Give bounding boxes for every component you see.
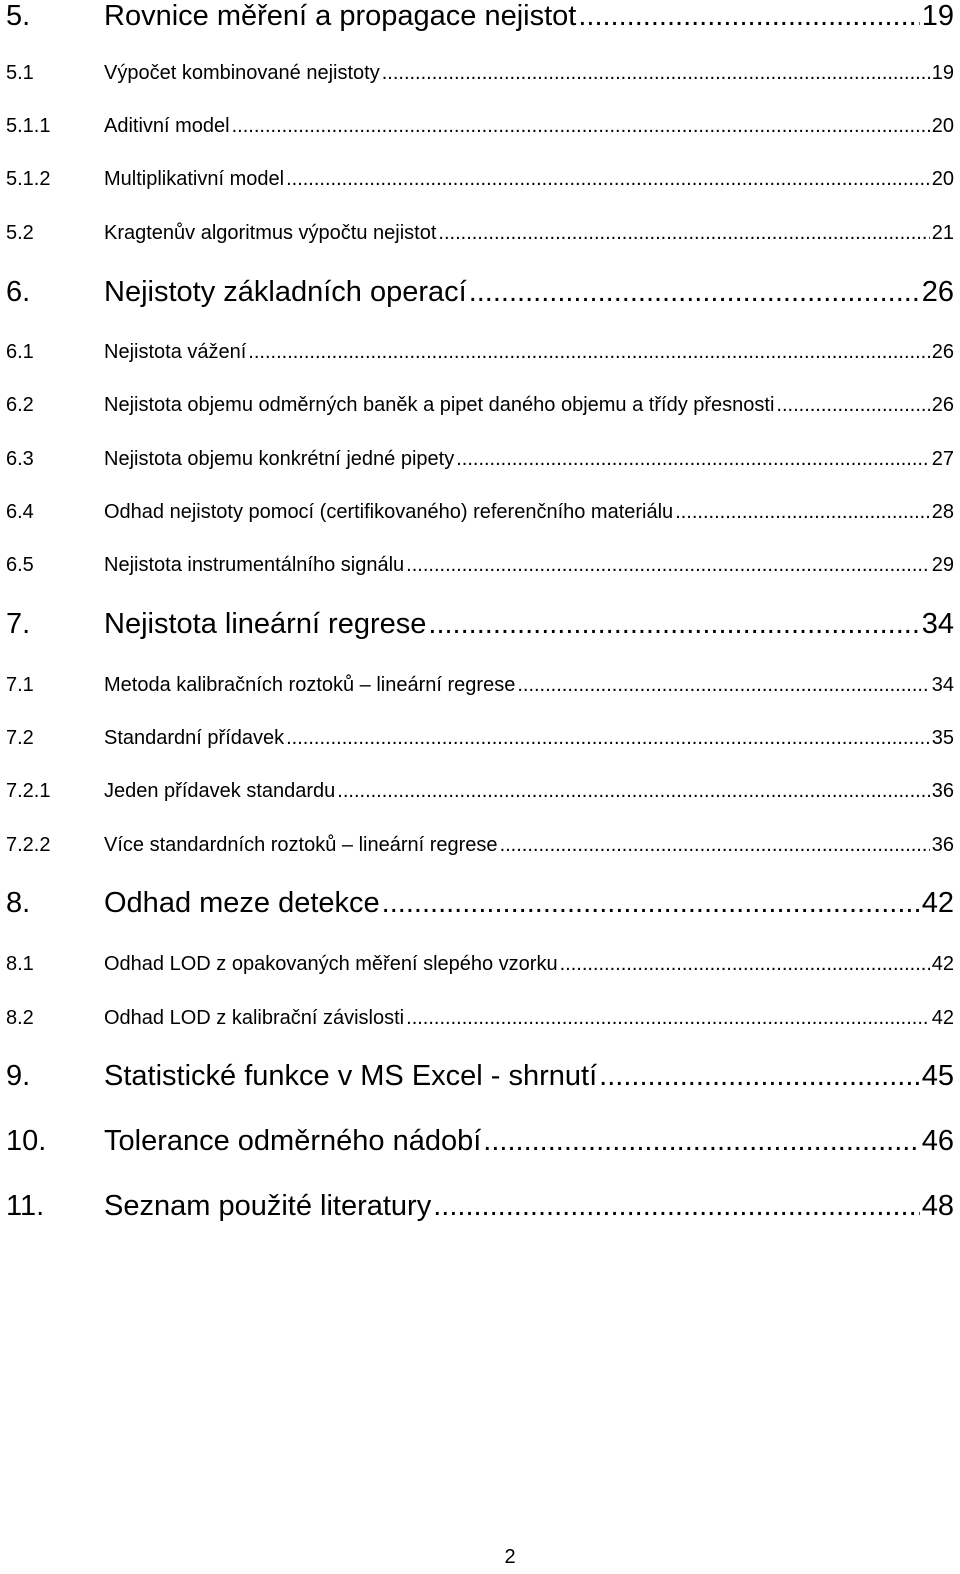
dot-leader <box>286 727 930 750</box>
toc-entry-page: 45 <box>921 1060 954 1092</box>
toc-entry-number: 11. <box>6 1190 45 1222</box>
toc-entry-number: 9. <box>6 1060 31 1092</box>
toc-entry[interactable] <box>6 834 954 857</box>
toc-entry-number: 5.1.2 <box>6 168 51 190</box>
dot-leader <box>500 834 930 857</box>
toc-entry-title: Rovnice měření a propagace nejistot <box>104 0 577 32</box>
dot-leader <box>675 501 930 524</box>
toc-entry[interactable] <box>6 608 954 641</box>
toc-entry-number: 5.2 <box>6 222 34 244</box>
toc-entry-page: 42 <box>931 953 954 975</box>
dot-leader <box>406 1007 930 1030</box>
toc-entry-title: Odhad LOD z opakovaných měření slepého vzorku <box>104 953 558 975</box>
toc-entry-number: 7.2.1 <box>6 780 51 802</box>
toc-entry-page: 20 <box>931 115 954 137</box>
toc-entry-page: 21 <box>931 222 954 244</box>
toc-entry-title: Nejistota instrumentálního signálu <box>104 554 405 576</box>
toc-entry-title: Kragtenův algoritmus výpočtu nejistot <box>104 222 437 244</box>
toc-entry-page: 42 <box>931 1007 954 1029</box>
dot-leader <box>248 341 929 364</box>
dot-leader <box>232 115 930 138</box>
toc-entry-number: 7.1 <box>6 674 34 696</box>
toc-entry-number: 6.3 <box>6 448 34 470</box>
dot-leader <box>517 674 929 697</box>
toc-entry[interactable] <box>6 554 954 577</box>
toc-entry-page: 26 <box>931 394 954 416</box>
dot-leader <box>286 168 930 191</box>
toc-entry-page: 28 <box>931 501 954 523</box>
toc-entry-title: Statistické funkce v MS Excel - shrnutí <box>104 1060 598 1092</box>
toc-entry[interactable] <box>6 780 954 803</box>
toc-entry-title: Výpočet kombinované nejistoty <box>104 62 380 84</box>
toc-entry-title: Tolerance odměrného nádobí <box>104 1125 482 1157</box>
dot-leader <box>337 780 929 803</box>
toc-entry[interactable] <box>6 1190 954 1223</box>
toc-entry-page: 46 <box>921 1125 954 1157</box>
toc-entry-number: 6.5 <box>6 554 34 576</box>
toc-entry[interactable] <box>6 1060 954 1093</box>
toc-entry-number: 6.2 <box>6 394 34 416</box>
toc-entry-title: Více standardních roztoků – lineární regrese <box>104 834 498 856</box>
dot-leader <box>382 62 930 85</box>
toc-entry-number: 6.4 <box>6 501 34 523</box>
dot-leader <box>406 554 930 577</box>
toc-entry-page: 34 <box>921 608 954 640</box>
toc-entry[interactable] <box>6 953 954 976</box>
toc-entry[interactable] <box>6 341 954 364</box>
toc-entry[interactable] <box>6 674 954 697</box>
toc-entry-page: 26 <box>931 341 954 363</box>
dot-leader <box>456 448 930 471</box>
toc-entry-number: 7.2.2 <box>6 834 51 856</box>
dot-leader <box>599 1060 920 1093</box>
toc-entry-number: 10. <box>6 1125 47 1157</box>
toc-entry-title: Standardní přídavek <box>104 727 285 749</box>
toc-entry-title: Nejistota vážení <box>104 341 247 363</box>
dot-leader <box>428 608 919 641</box>
toc-entry-number: 8. <box>6 887 31 919</box>
toc-entry-page: 48 <box>921 1190 954 1222</box>
toc-entry-page: 34 <box>931 674 954 696</box>
dot-leader <box>438 222 929 245</box>
toc-entry[interactable] <box>6 501 954 524</box>
toc-entry-number: 5.1 <box>6 62 34 84</box>
toc-entry-page: 42 <box>921 887 954 919</box>
toc-entry-title: Nejistota objemu odměrných baněk a pipet daného objemu a třídy přesnosti <box>104 394 775 416</box>
toc-entry[interactable] <box>6 222 954 245</box>
toc-entry[interactable] <box>6 168 954 191</box>
toc-entry-page: 26 <box>921 276 954 308</box>
toc-entry[interactable] <box>6 0 954 33</box>
toc-entry-title: Multiplikativní model <box>104 168 285 190</box>
toc-entry-page: 35 <box>931 727 954 749</box>
toc-entry-title: Aditivní model <box>104 115 230 137</box>
toc-entry-number: 5. <box>6 0 31 32</box>
dot-leader <box>382 887 920 920</box>
toc-entry-page: 27 <box>931 448 954 470</box>
toc-entry-page: 19 <box>931 62 954 84</box>
toc-entry-title: Seznam použité literatury <box>104 1190 432 1222</box>
toc-entry-page: 19 <box>921 0 954 32</box>
toc-entry-page: 36 <box>931 834 954 856</box>
toc-entry-number: 8.2 <box>6 1007 34 1029</box>
toc-entry-page: 36 <box>931 780 954 802</box>
toc-entry-title: Metoda kalibračních roztoků – lineární regrese <box>104 674 516 696</box>
dot-leader <box>469 276 920 309</box>
toc-entry-title: Odhad nejistoty pomocí (certifikovaného) referenčního materiálu <box>104 501 674 523</box>
toc-entry-number: 7. <box>6 608 31 640</box>
dot-leader <box>483 1125 919 1158</box>
toc-entry[interactable] <box>6 727 954 750</box>
toc-entry-page: 20 <box>931 168 954 190</box>
toc-entry-number: 5.1.1 <box>6 115 51 137</box>
page-number: 2 <box>504 1546 516 1568</box>
toc-entry-number: 7.2 <box>6 727 34 749</box>
toc-entry[interactable] <box>6 394 954 417</box>
toc-entry-number: 6. <box>6 276 31 308</box>
toc-entry-number: 8.1 <box>6 953 34 975</box>
dot-leader <box>578 0 919 33</box>
toc-entry-title: Jeden přídavek standardu <box>104 780 336 802</box>
toc-entry-title: Odhad LOD z kalibrační závislosti <box>104 1007 405 1029</box>
toc-entry-number: 6.1 <box>6 341 34 363</box>
toc-entry-title: Nejistota lineární regrese <box>104 608 427 640</box>
toc-entry[interactable] <box>6 448 954 471</box>
toc-entry-title: Nejistota objemu konkrétní jedné pipety <box>104 448 455 470</box>
dot-leader <box>776 394 929 417</box>
toc-entry-page: 29 <box>931 554 954 576</box>
toc-entry[interactable] <box>6 1007 954 1030</box>
dot-leader <box>433 1190 920 1223</box>
toc-entry[interactable] <box>6 276 954 309</box>
toc-entry-title: Nejistoty základních operací <box>104 276 467 308</box>
toc-entry[interactable] <box>6 1125 954 1158</box>
toc-entry[interactable] <box>6 115 954 138</box>
dot-leader <box>560 953 930 976</box>
toc-entry[interactable] <box>6 887 954 920</box>
toc-entry[interactable] <box>6 62 954 85</box>
toc-entry-title: Odhad meze detekce <box>104 887 380 919</box>
